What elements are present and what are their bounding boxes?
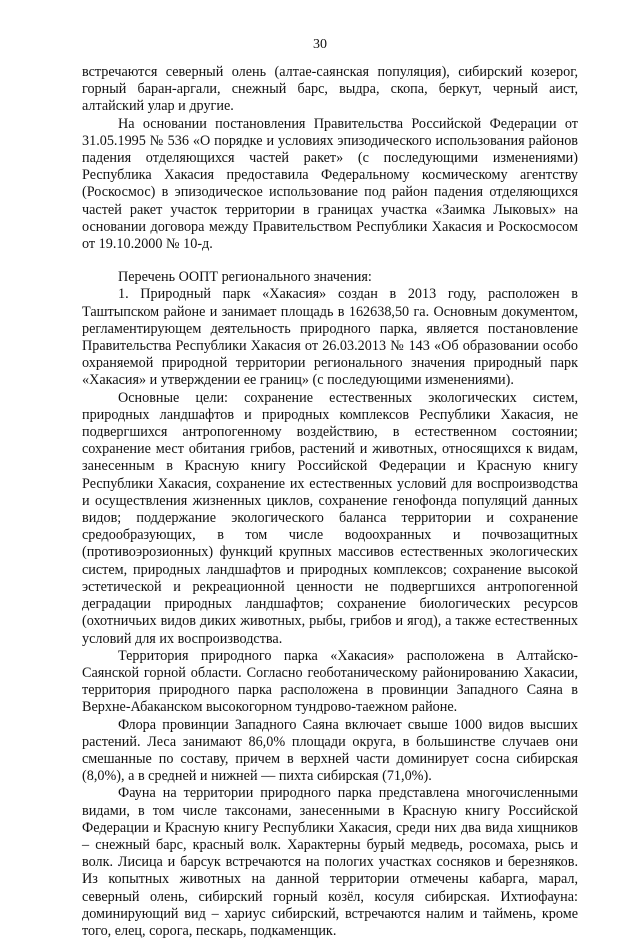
paragraph-roscosmos-agreement: На основании постановления Правительства Российской Федерации от 31.05.1995 № 536 «О порядке и условиях эпизодического использования районов падения отделяющихся частей ракет» (с последующими изменениями) Республика Хакасия предоставила Федеральному космическому агентству (Роскосмос) в эпизодическое использование под район падения отделяющихся частей ракет участок территории в границах участка «Заимка Лыковых» на основании договора между Правительством Республики Хакасия и Роскосмосом от 19.10.2000 № 10-д. (82, 115, 578, 253)
paragraph-gap (82, 253, 578, 269)
document-body (82, 64, 578, 940)
paragraph-territory-location: Территория природного парка «Хакасия» расположена в Алтайско-Саянской горной области. Согласно геоботаническому районированию Хакасии, территория природного парка расположена в провинции Западного Саяна в Верхне-Абаканском высокогорном тундрово-таежном районе. (82, 647, 578, 716)
paragraph-nature-park-khakasia: 1. Природный парк «Хакасия» создан в 2013 году, расположен в Таштыпском районе и занимает площадь в 162638,50 га. Основным документом, регламентирующем деятельность природного парка, является постановление Правительства Республики Хакасия от 26.03.2013 № 143 «Об образовании особо охраняемой природной территории регионального значения природный парк «Хакасия» и утверждении ее границ» (с последующими изменениями). (82, 286, 578, 389)
paragraph-main-goals: Основные цели: сохранение естественных экологических систем, природных ландшафтов и природных комплексов Республики Хакасия, не подвергшихся антропогенному воздействию, в естественном состоянии; сохранение мест обитания грибов, растений и животных, относящихся к видам, занесенным в Красную книгу Российской Федерации и Красную книгу Республики Хакасия, сохранение их естественных условий для воспроизводства и осуществления жизненных циклов, сохранение генофонда популяций данных видов; поддержание экологического баланса территории и сохранение средообразующих, в том числе водоохранных и почвозащитных (противоэрозионных) функций крупных массивов естественных экологических систем, природных ландшафтов и природных комплексов; сохранение высокой эстетической и рекреационной ценности не подвергшихся антропогенной деградации природных ландшафтов; сохранение биологических ресурсов (охотничьих видов диких животных, рыбы, грибов и ягод), а также естественных условий для их воспроизводства. (82, 389, 578, 647)
paragraph-flora: Флора провинции Западного Саяна включает свыше 1000 видов высших растений. Леса занимают 86,0% площади округа, в большинстве случаев они смешанные по составу, причем в верхней части доминирует сосна сибирская (8,0%), а в средней и нижней — пихта сибирская (71,0%). (82, 716, 578, 785)
paragraph-oopt-list-heading: Перечень ООПТ регионального значения: (118, 269, 372, 286)
paragraph-fauna-continued: встречаются северный олень (алтае-саянская популяция), сибирский козерог, горный баран-аргали, снежный барс, выдра, скопа, беркут, черный аист, алтайский улар и другие. (82, 64, 578, 115)
page-number: 30 (313, 37, 327, 52)
paragraph-fauna: Фауна на территории природного парка представлена многочисленными видами, в том числе таксонами, занесенными в Красную книгу Российской Федерации и Красную книгу Республики Хакасия, среди них два вида хищников – снежный барс, красный волк. Характерны бурый медведь, росомаха, рысь и волк. Лисица и барсук встречаются на пологих участках сосняков и березняков. Из копытных животных на данной территории отмечены кабарга, марал, северный олень, сибирский горный козёл, косуля сибирская. Ихтиофауна: доминирующий вид – хариус сибирский, встречаются налим и таймень, кроме того, елец, сорога, пескарь, подкаменщик. (82, 785, 578, 939)
